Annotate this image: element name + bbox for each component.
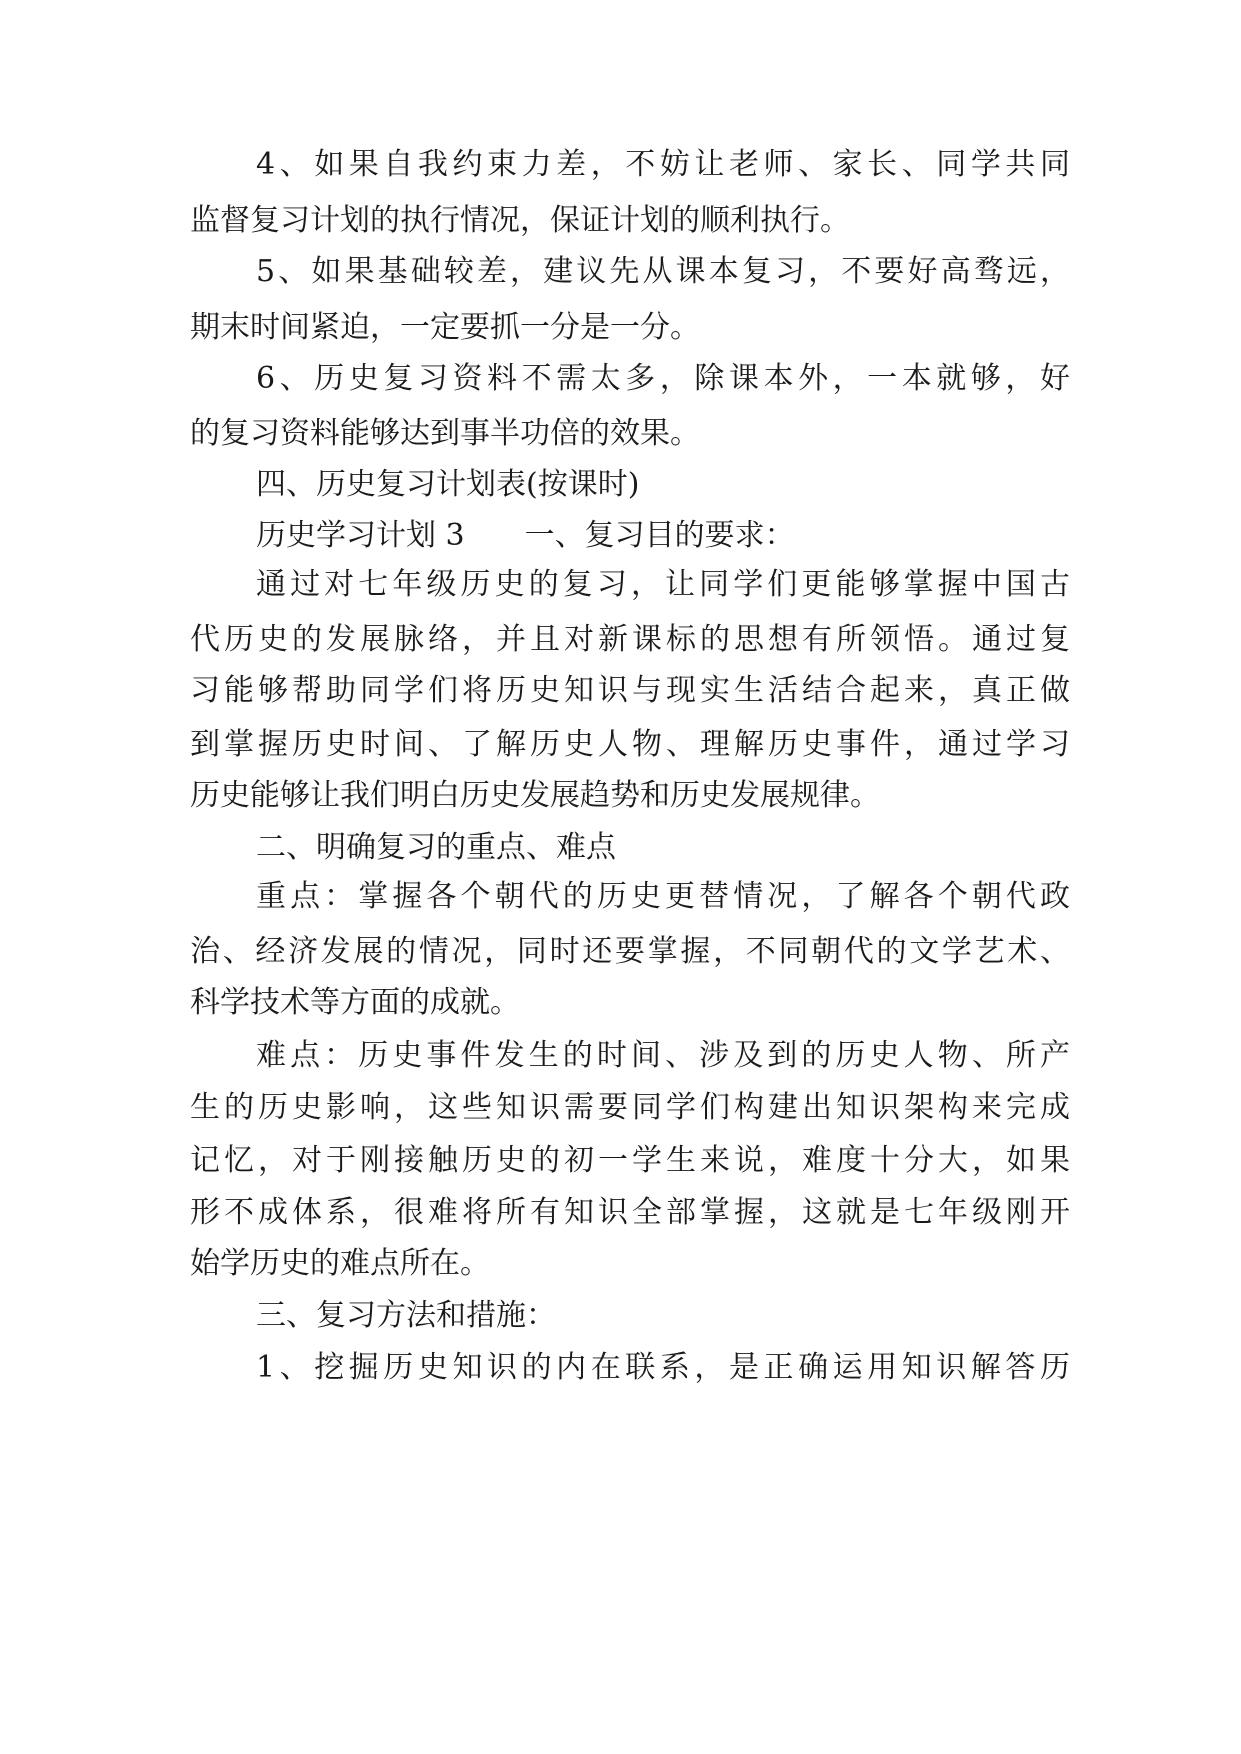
text-line: 形不成体系，很难将所有知识全部掌握，这就是七年级刚开 [190, 1195, 1070, 1230]
text-line: 三、复习方法和措施： [256, 1298, 556, 1333]
text-line: 监督复习计划的执行情况，保证计划的顺利执行。 [190, 203, 850, 238]
text-line: 到掌握历史时间、了解历史人物、理解历史事件，通过学习 [190, 727, 1070, 762]
text-line: 习能够帮助同学们将历史知识与现实生活结合起来，真正做 [190, 673, 1070, 708]
text-line: 科学技术等方面的成就。 [190, 985, 520, 1020]
text-line: 期末时间紧迫，一定要抓一分是一分。 [190, 310, 700, 345]
text-line: 四、历史复习计划表(按课时) [256, 467, 640, 502]
text-line: 1、挖掘历史知识的内在联系，是正确运用知识解答历 [256, 1350, 1070, 1385]
text-line: 6、历史复习资料不需太多，除课本外，一本就够，好 [256, 361, 1070, 396]
text-line: 二、明确复习的重点、难点 [256, 830, 616, 865]
text-line: 通过对七年级历史的复习，让同学们更能够掌握中国古 [256, 567, 1070, 602]
text-line: 治、经济发展的情况，同时还要掌握，不同朝代的文学艺术、 [190, 934, 1070, 969]
text-line: 始学历史的难点所在。 [190, 1246, 490, 1281]
text-line: 重点：掌握各个朝代的历史更替情况，了解各个朝代政 [256, 879, 1070, 914]
text-line: 历史能够让我们明白历史发展趋势和历史发展规律。 [190, 778, 880, 813]
text-line: 历史学习计划 3 一、复习目的要求： [256, 518, 795, 553]
text-line: 4、如果自我约束力差，不妨让老师、家长、同学共同 [256, 147, 1070, 182]
text-line: 5、如果基础较差，建议先从课本复习，不要好高骛远， [256, 254, 1070, 289]
text-line: 难点：历史事件发生的时间、涉及到的历史人物、所产 [256, 1038, 1070, 1073]
text-line: 的复习资料能够达到事半功倍的效果。 [190, 416, 700, 451]
text-line: 代历史的发展脉络，并且对新课标的思想有所领悟。通过复 [190, 622, 1070, 657]
text-line: 记忆，对于刚接触历史的初一学生来说，难度十分大，如果 [190, 1143, 1070, 1178]
text-line: 生的历史影响，这些知识需要同学们构建出知识架构来完成 [190, 1090, 1070, 1125]
